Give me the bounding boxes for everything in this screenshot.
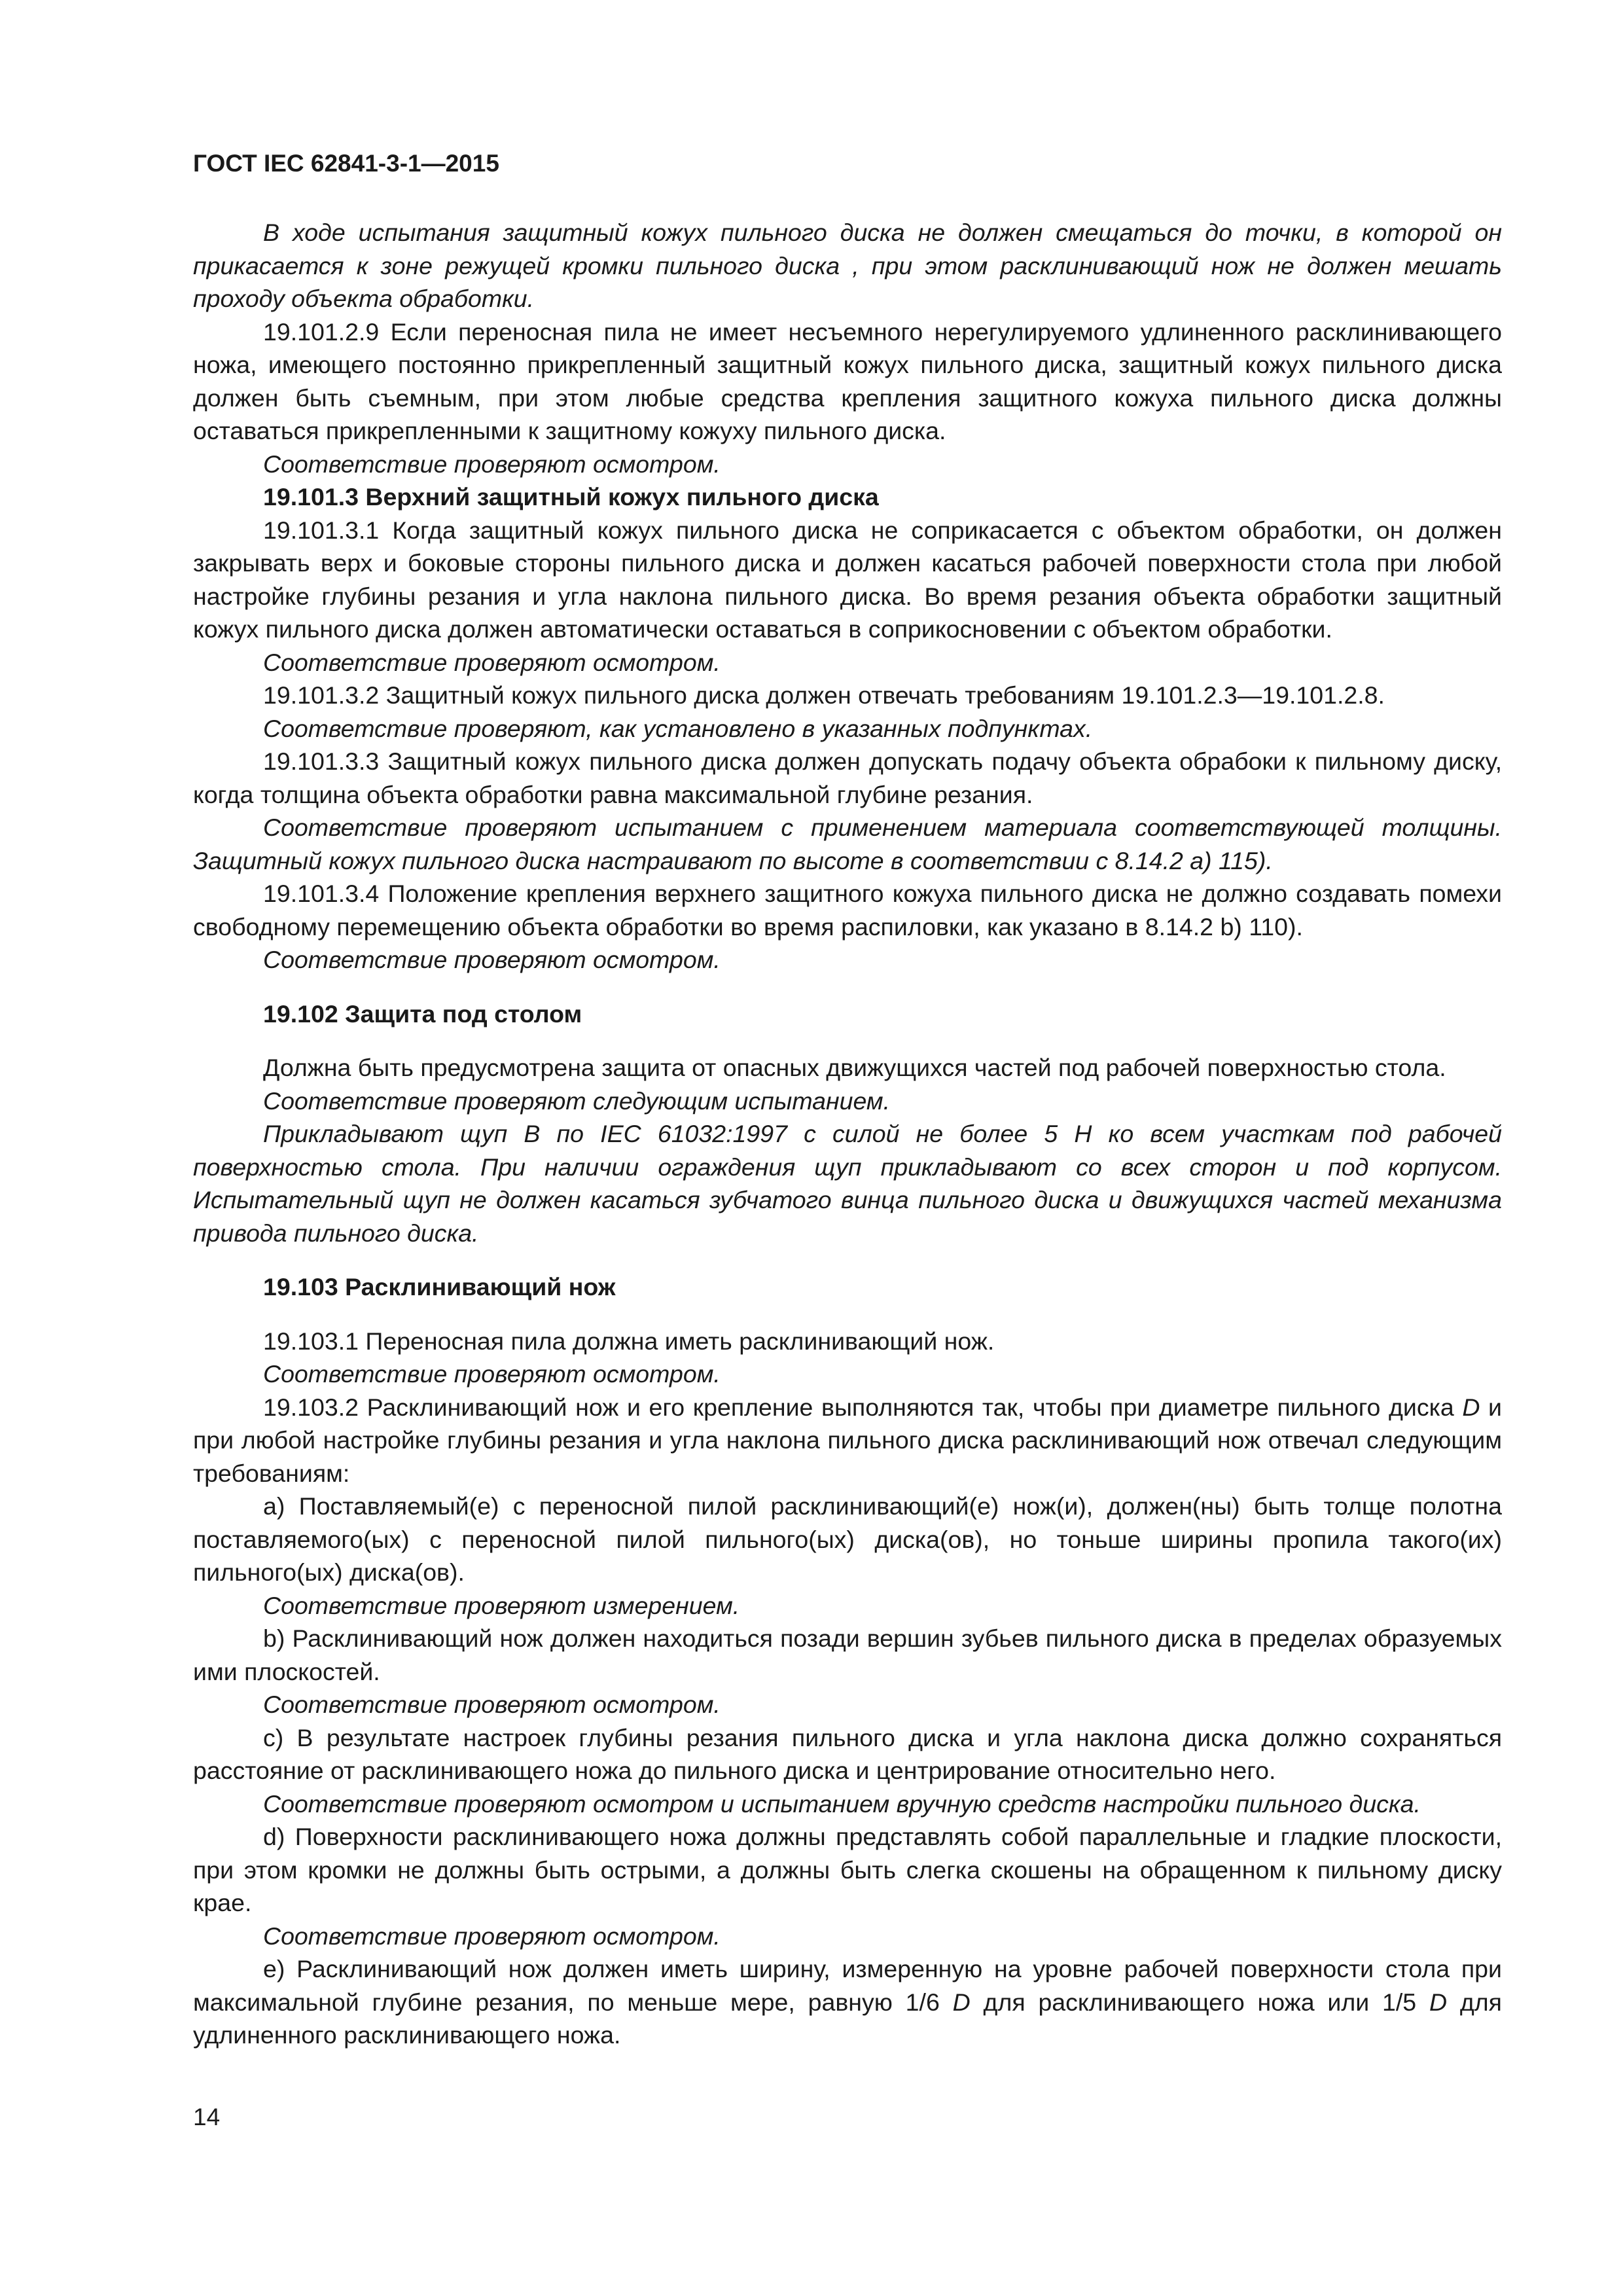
paragraph-19-102: Должна быть предусмотрена защита от опасных движущихся частей под рабочей поверхностью стола.	[263, 1054, 1446, 1081]
paragraph-19-101-3-1: 19.101.3.1 Когда защитный кожух пильного диска не соприкасается с объектом обработки, он должен закрывать верх и боковые стороны пильного диска и должен касаться рабочей поверхности стола при любой настройке глубины резания и угла наклона пильного диска. Во время резания объекта обработки защитный кожух пильного диска должен автоматически оставаться в соприкосновении с объектом обработки.	[193, 516, 1502, 643]
paragraph-19-103-2: 19.103.2 Расклинивающий нож и его крепление выполняются так, чтобы при диаметре пильного диска D и при любой настройке глубины резания и угла наклона пильного диска расклинивающий нож отвечал следующим требованиям:	[193, 1393, 1502, 1487]
paragraph-19-101-3-2: 19.101.3.2 Защитный кожух пильного диска должен отвечать требованиям 19.101.2.3—19.101.2.8.	[263, 681, 1385, 709]
requirement-a: а) Поставляемый(е) с переносной пилой расклинивающий(е) нож(и), должен(ны) быть толще полотна поставляемого(ых) с переносной пилой пильного(ых) диска(ов), но тоньше ширины пропила такого(их) пильного(ых) диска(ов).	[193, 1492, 1502, 1586]
paragraph: В ходе испытания защитный кожух пильного диска не должен смещаться до точки, в которой он прикасается к зоне режущей кромки пильного диска , при этом расклинивающий нож не должен мешать проходу объекта обработки.	[193, 219, 1502, 312]
document-page	[193, 147, 1502, 2052]
paragraph-19-103-1: 19.103.1 Переносная пила должна иметь расклинивающий нож.	[263, 1327, 995, 1355]
symbol-d: D	[1429, 1988, 1448, 2016]
test-description: Прикладывают щуп В по IEC 61032:1997 с силой не более 5 Н ко всем участкам под рабочей поверхностью стола. При наличии ограждения щуп прикладывают со всех сторон и под корпусом. Испытательный щуп не должен касаться зубчатого винца пильного диска и движущихся частей механизма привода пильного диска.	[193, 1120, 1502, 1247]
compliance-note: Соответствие проверяют осмотром.	[263, 450, 721, 478]
paragraph-19-101-3-3: 19.101.3.3 Защитный кожух пильного диска должен допускать подачу объекта обрабоки к пильному диску, когда толщина объекта обработки равна максимальной глубине резания.	[193, 747, 1502, 808]
section-heading-19-103: 19.103 Расклинивающий нож	[263, 1273, 616, 1300]
compliance-note: Соответствие проверяют измерением.	[263, 1591, 740, 1619]
compliance-note: Соответствие проверяют осмотром.	[263, 1360, 721, 1388]
compliance-note: Соответствие проверяют осмотром.	[263, 1922, 721, 1950]
compliance-note: Соответствие проверяют осмотром.	[263, 946, 721, 973]
page-number: 14	[193, 2104, 221, 2130]
paragraph-19-101-2-9: 19.101.2.9 Если переносная пила не имеет несъемного нерегулируемого удлиненного расклинивающего ножа, имеющего постоянно прикрепленный защитный кожух пильного диска, защитный кожух пильного диска должен быть съемным, при этом любые средства крепления защитного кожуха пильного диска должны оставаться прикрепленными к защитному кожуху пильного диска.	[193, 317, 1502, 444]
section-heading-19-101-3: 19.101.3 Верхний защитный кожух пильного диска	[263, 483, 879, 511]
compliance-note: Соответствие проверяют осмотром.	[263, 648, 721, 676]
compliance-note: Соответствие проверяют осмотром.	[263, 1691, 721, 1718]
requirement-e: е) Расклинивающий нож должен иметь ширину, измеренную на уровне рабочей поверхности стола при максимальной глубине резания, по меньше мере, равную 1/6 D для расклинивающего ножа или 1/5 D для удлиненного расклинивающего ножа.	[193, 1955, 1502, 2049]
compliance-note: Соответствие проверяют осмотром и испытанием вручную средств настройки пильного диска.	[263, 1789, 1421, 1818]
section-heading-19-102: 19.102 Защита под столом	[263, 999, 582, 1028]
compliance-note: Соответствие проверяют, как установлено в указанных подпунктах.	[263, 714, 1093, 742]
requirement-d: d) Поверхности расклинивающего ножа должны представлять собой параллельные и гладкие плоскости, при этом кромки не должны быть острыми, а должны быть слегка скошены на обращенном к пильному диску крае.	[193, 1823, 1502, 1916]
symbol-d: D	[952, 1988, 971, 2016]
compliance-note: Соответствие проверяют следующим испытанием.	[263, 1086, 891, 1115]
paragraph-19-101-3-4: 19.101.3.4 Положение крепления верхнего защитного кожуха пильного диска не должно создавать помехи свободному перемещению объекта обработки во время распиловки, как указано в 8.14.2 b) 110).	[193, 880, 1502, 941]
symbol-d: D	[1462, 1393, 1480, 1421]
requirement-b: b) Расклинивающий нож должен находиться позади вершин зубьев пильного диска в пределах образуемых ими плоскостей.	[193, 1624, 1502, 1685]
requirement-c: с) В результате настроек глубины резания пильного диска и угла наклона диска должно сохраняться расстояние от расклинивающего ножа до пильного диска и центрирование относительно него.	[193, 1723, 1502, 1784]
compliance-note: Соответствие проверяют испытанием с применением материала соответствующей толщины. Защитный кожух пильного диска настраивают по высоте в соответствии с 8.14.2 а) 115).	[193, 814, 1502, 874]
document-header: ГОСТ IEC 62841-3-1—2015	[193, 150, 499, 177]
